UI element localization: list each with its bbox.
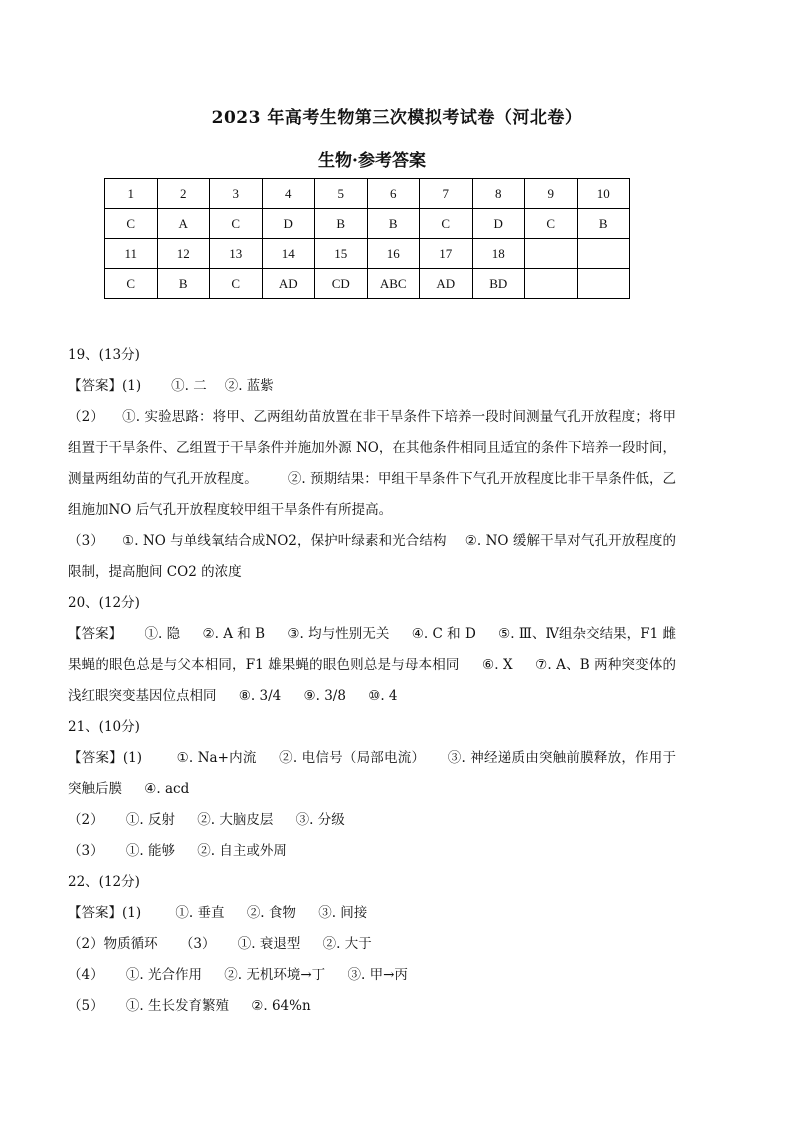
q21-header: 21、(10分) [68,719,140,735]
q22-part2-3 [68,929,676,960]
answer-table-row [105,269,630,299]
part-label: （3） [68,843,104,859]
answer-table-cell: 16 [367,239,420,269]
part-label: （2） [68,812,104,828]
answer-table-cell [525,269,578,299]
answer-item: ③. 间接 [318,905,368,921]
answer-table-cell: C [210,209,263,239]
answer-table-cell: D [472,209,525,239]
answer-label: 【答案】(1) [68,378,142,394]
answer-table-cell: 3 [210,179,263,209]
q21-part3 [68,836,676,867]
answer-table [104,178,630,299]
answer-table-cell: 18 [472,239,525,269]
answer-item: ②. 大于 [322,936,372,952]
part-label: （5） [68,998,104,1014]
part-label: （3） [179,936,216,952]
answer-item: ②. NO 缓解干旱对气孔开放程度的限制，提高胞间 CO2 的浓度 [68,533,677,580]
answer-item: ⑥. X [482,657,513,673]
answer-table-cell: 14 [262,239,315,269]
answer-table-cell: 10 [577,179,630,209]
answer-item: ①. 垂直 [175,905,225,921]
answer-item: ①. 光合作用 [125,967,202,983]
part-label: （2）物质循环 [68,936,158,952]
q22-part4 [68,960,676,991]
answer-table-cell [577,269,630,299]
answer-table-row [105,239,630,269]
answer-table-row [105,209,630,239]
answer-item: ⑤. Ⅲ、Ⅳ组杂交结果，F1 雌果蝇的眼色总是与父本相同，F1 雄果蝇的眼色则总是与母本相同 [68,626,676,673]
answer-item: ②. 蓝紫 [224,378,274,394]
q21-part2 [68,805,676,836]
q22-part5 [68,991,676,1022]
answer-table-cell: 4 [262,179,315,209]
answer-item: ②. 自主或外周 [197,843,287,859]
answer-table-cell: 13 [210,239,263,269]
answer-item: ①. 反射 [125,812,175,828]
answer-label: 【答案】 [68,626,123,642]
answer-table-cell: C [525,209,578,239]
answer-table-cell: 8 [472,179,525,209]
answer-item: ⑩. 4 [368,688,398,704]
q22-header: 22、(12分) [68,874,140,890]
answer-item: ①. 能够 [125,843,175,859]
answer-table-cell: 6 [367,179,420,209]
answer-table-cell: C [210,269,263,299]
answer-item: ②. A 和 B [202,626,266,642]
answer-label: 【答案】(1) [68,750,143,766]
answer-item: ③. 甲→丙 [347,967,408,983]
q21-part1 [68,743,676,805]
answer-item: ②. 食物 [246,905,296,921]
answer-table-cell: AD [420,269,473,299]
q19-part1 [68,371,676,402]
answer-table-cell [525,239,578,269]
answer-content [68,340,676,1022]
part-label: （2） [68,409,104,425]
q20-answer [68,619,676,712]
answer-item: ①. Na+内流 [176,750,257,766]
q20-header: 20、(12分) [68,595,140,611]
answer-table-cell: 17 [420,239,473,269]
answer-table-cell [577,239,630,269]
answer-table-cell: B [367,209,420,239]
q19-part3 [68,526,676,588]
answer-table-cell: C [105,209,158,239]
answer-table-cell: D [262,209,315,239]
answer-item: ②. 64%n [251,998,311,1014]
answer-item: ⑦. A、B 两种突变体的浅红眼突变基因位点相同 [68,657,677,704]
q19-part2 [68,402,676,526]
answer-item: ③. 分级 [295,812,345,828]
answer-table-cell: C [420,209,473,239]
answer-table-cell: 7 [420,179,473,209]
part-label: （4） [68,967,104,983]
answer-table-cell: B [157,269,210,299]
answer-item: ①. NO 与单线氧结合成NO2，保护叶绿素和光合结构 [121,533,447,549]
answer-table-cell: A [157,209,210,239]
answer-item: ②. 无机环境→丁 [224,967,326,983]
answer-table-cell: 9 [525,179,578,209]
answer-table-cell: AD [262,269,315,299]
part-label: （3） [68,533,104,549]
answer-table-cell: C [105,269,158,299]
answer-table-cell: B [315,209,368,239]
page-title: 2023 年高考生物第三次模拟考试卷（河北卷） [211,108,583,128]
answer-item: ①. 实验思路：将甲、乙两组幼苗放置在非干旱条件下培养一段时间测量气孔开放程度；将甲组置于干旱条件、乙组置于干旱条件并施加外源 NO，在其他条件相同且适宜的条件下培养一段时间，测量两组幼苗的气孔开放程度。 [68,409,676,487]
q22-part1 [68,898,676,929]
answer-table-cell: 5 [315,179,368,209]
answer-item: ⑧. 3/4 [238,688,282,704]
answer-table-cell: BD [472,269,525,299]
answer-item: ①. 生长发育繁殖 [125,998,229,1014]
answer-item: ③. 神经递质由突触前膜释放，作用于突触后膜 [68,750,677,797]
answer-item: ①. 衰退型 [237,936,301,952]
answer-table-cell: 12 [157,239,210,269]
answer-item: ④. acd [144,781,190,797]
answer-item: ②. 大脑皮层 [197,812,274,828]
answer-item: ⑨. 3/8 [303,688,346,704]
answer-item: ①. 二 [171,378,207,394]
q19-header: 19、(13分) [68,347,140,363]
answer-item: ④. C 和 D [411,626,476,642]
answer-table-row [105,179,630,209]
page-subtitle: 生物·参考答案 [318,151,426,171]
answer-table-cell: 1 [105,179,158,209]
answer-table-cell: CD [315,269,368,299]
answer-item: ③. 均与性别无关 [287,626,390,642]
answer-table-cell: 15 [315,239,368,269]
answer-table-cell: 11 [105,239,158,269]
answer-table-cell: B [577,209,630,239]
answer-item: ①. 隐 [144,626,181,642]
answer-label: 【答案】(1) [68,905,142,921]
answer-item: ②. 预期结果：甲组干旱条件下气孔开放程度比非干旱条件低，乙组施加NO 后气孔开放程度较甲组干旱条件有所提高。 [68,471,677,518]
answer-table-cell: ABC [367,269,420,299]
answer-item: ②. 电信号（局部电流） [279,750,426,766]
answer-table-cell: 2 [157,179,210,209]
